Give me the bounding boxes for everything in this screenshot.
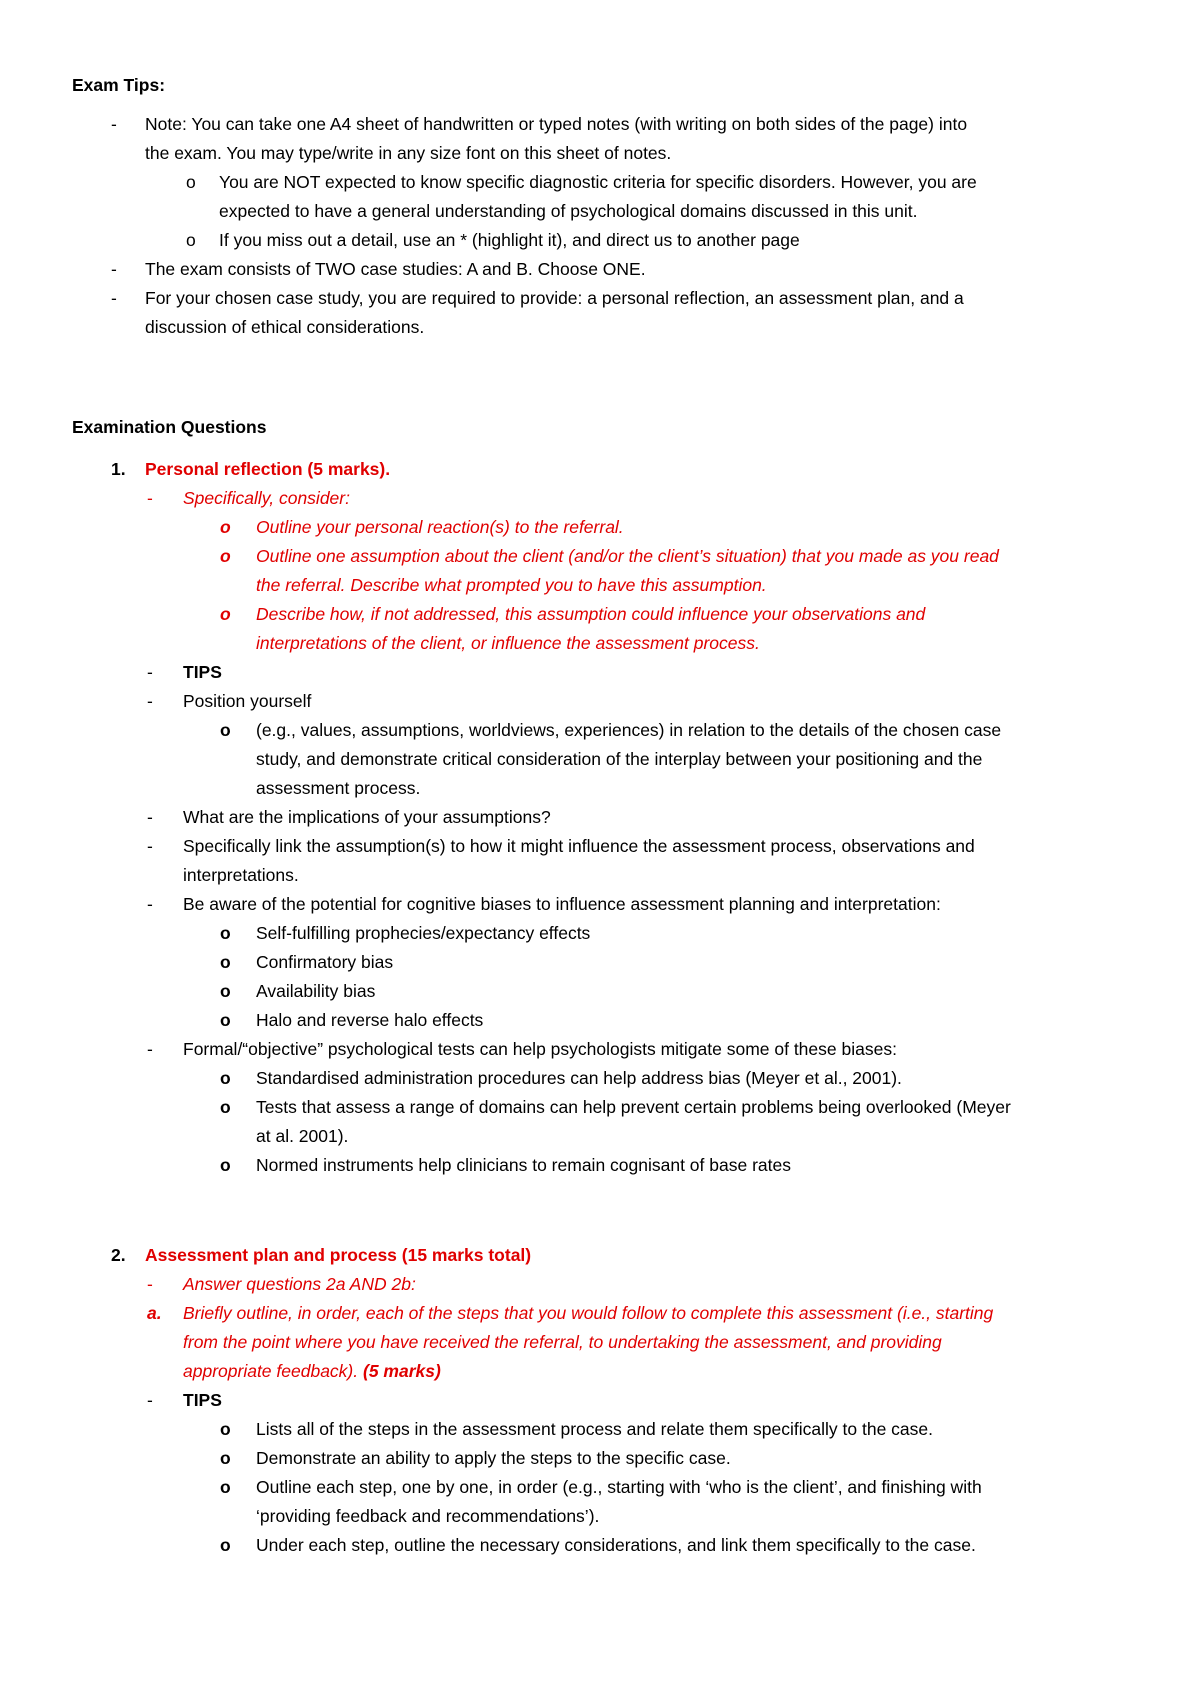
consider-item-1: Outline your personal reaction(s) to the referral. — [256, 517, 624, 537]
link-assumptions-text-cont: interpretations. — [183, 865, 299, 885]
question-1-title: Personal reflection (5 marks). — [145, 459, 391, 479]
question-2a-text-cont: from the point where you have received the referral, to undertaking the assessment, and providing — [183, 1332, 942, 1352]
case-studies-text: The exam consists of TWO case studies: A and B. Choose ONE. — [145, 259, 646, 279]
sub-bullet: o — [220, 517, 231, 537]
tip-item: Outline each step, one by one, in order (e.g., starting with ‘who is the client’, and finishing with — [256, 1477, 982, 1497]
consider-item-3-cont: interpretations of the client, or influence the assessment process. — [256, 633, 760, 653]
tips-label: TIPS — [183, 1390, 222, 1410]
sub-bullet: o — [220, 1477, 231, 1497]
question-2a-marks: (5 marks) — [363, 1361, 441, 1381]
formal-tests-text: Formal/“objective” psychological tests can help psychologists mitigate some of these biases: — [183, 1039, 897, 1059]
dash-bullet: - — [147, 1039, 153, 1059]
sub-bullet: o — [220, 1010, 231, 1030]
sub-bullet: o — [220, 1419, 231, 1439]
tip-item: Demonstrate an ability to apply the steps to the specific case. — [256, 1448, 731, 1468]
exam-tips-heading: Exam Tips: — [72, 75, 166, 95]
cognitive-biases-text: Be aware of the potential for cognitive biases to influence assessment planning and interpretation: — [183, 894, 941, 914]
dash-bullet: - — [147, 662, 153, 682]
answer-instruction: Answer questions 2a AND 2b: — [183, 1274, 416, 1294]
consider-item-2-cont: the referral. Describe what prompted you to have this assumption. — [256, 575, 767, 595]
requirements-text: For your chosen case study, you are required to provide: a personal reflection, an assessment plan, and a — [145, 288, 964, 308]
link-assumptions-text: Specifically link the assumption(s) to how it might influence the assessment process, observations and — [183, 836, 975, 856]
sub-bullet: o — [186, 230, 196, 250]
sub-bullet: o — [220, 1068, 231, 1088]
note-text: Note: You can take one A4 sheet of handwritten or typed notes (with writing on both sides of the page) into — [145, 114, 968, 134]
dash-bullet: - — [147, 894, 153, 914]
specifically-consider: Specifically, consider: — [183, 488, 350, 508]
letter-a: a. — [147, 1303, 162, 1323]
position-detail-cont: assessment process. — [256, 778, 421, 798]
sub-bullet: o — [220, 1155, 231, 1175]
dash-bullet: - — [147, 1390, 153, 1410]
dash-bullet: - — [147, 488, 153, 508]
sub-bullet: o — [220, 923, 231, 943]
missed-detail-text: If you miss out a detail, use an * (highlight it), and direct us to another page — [219, 230, 800, 250]
dash-bullet: - — [111, 288, 117, 308]
requirements-text-cont: discussion of ethical considerations. — [145, 317, 425, 337]
question-2a-final-line: appropriate feedback). — [183, 1361, 359, 1381]
sub-bullet: o — [220, 952, 231, 972]
sub-bullet: o — [220, 1448, 231, 1468]
formal-item: Normed instruments help clinicians to remain cognisant of base rates — [256, 1155, 791, 1175]
question-1-number: 1. — [111, 459, 126, 479]
examination-questions-heading: Examination Questions — [72, 417, 267, 437]
sub-bullet: o — [220, 720, 231, 740]
dash-bullet: - — [147, 1274, 153, 1294]
question-2-number: 2. — [111, 1245, 126, 1265]
formal-item: Standardised administration procedures can help address bias (Meyer et al., 2001). — [256, 1068, 902, 1088]
sub-bullet: o — [220, 604, 231, 624]
position-detail-cont: study, and demonstrate critical consideration of the interplay between your positioning and the — [256, 749, 983, 769]
position-detail: (e.g., values, assumptions, worldviews, experiences) in relation to the details of the chosen case — [256, 720, 1002, 740]
sub-bullet: o — [220, 1097, 231, 1117]
sub-bullet: o — [220, 1535, 231, 1555]
consider-item-2: Outline one assumption about the client (and/or the client’s situation) that you made as you read — [256, 546, 999, 566]
question-2a-text: Briefly outline, in order, each of the steps that you would follow to complete this assessment (i.e., starting — [183, 1303, 994, 1323]
bias-item: Availability bias — [256, 981, 376, 1001]
sub-bullet: o — [186, 172, 196, 192]
tip-item-cont: ‘providing feedback and recommendations’). — [256, 1506, 600, 1526]
bias-item: Self-fulfilling prophecies/expectancy effects — [256, 923, 591, 943]
dash-bullet: - — [147, 691, 153, 711]
not-expected-text-cont: expected to have a general understanding of psychological domains discussed in this unit. — [219, 201, 918, 221]
tips-label: TIPS — [183, 662, 222, 682]
not-expected-text: You are NOT expected to know specific diagnostic criteria for specific disorders. However, you are — [219, 172, 977, 192]
formal-item: Tests that assess a range of domains can help prevent certain problems being overlooked (Meyer — [256, 1097, 1011, 1117]
position-yourself: Position yourself — [183, 691, 312, 711]
bias-item: Halo and reverse halo effects — [256, 1010, 484, 1030]
tip-item: Under each step, outline the necessary considerations, and link them specifically to the case. — [256, 1535, 976, 1555]
dash-bullet: - — [111, 114, 117, 134]
tip-item: Lists all of the steps in the assessment process and relate them specifically to the case. — [256, 1419, 934, 1439]
note-text-cont: the exam. You may type/write in any size font on this sheet of notes. — [145, 143, 672, 163]
consider-item-3: Describe how, if not addressed, this assumption could influence your observations and — [256, 604, 926, 624]
formal-item-cont: at al. 2001). — [256, 1126, 349, 1146]
dash-bullet: - — [147, 807, 153, 827]
question-2a-text-end — [183, 1360, 441, 1382]
implications-text: What are the implications of your assumptions? — [183, 807, 551, 827]
dash-bullet: - — [147, 836, 153, 856]
sub-bullet: o — [220, 981, 231, 1001]
question-2-title: Assessment plan and process (15 marks total) — [145, 1245, 532, 1265]
dash-bullet: - — [111, 259, 117, 279]
sub-bullet: o — [220, 546, 231, 566]
bias-item: Confirmatory bias — [256, 952, 394, 972]
